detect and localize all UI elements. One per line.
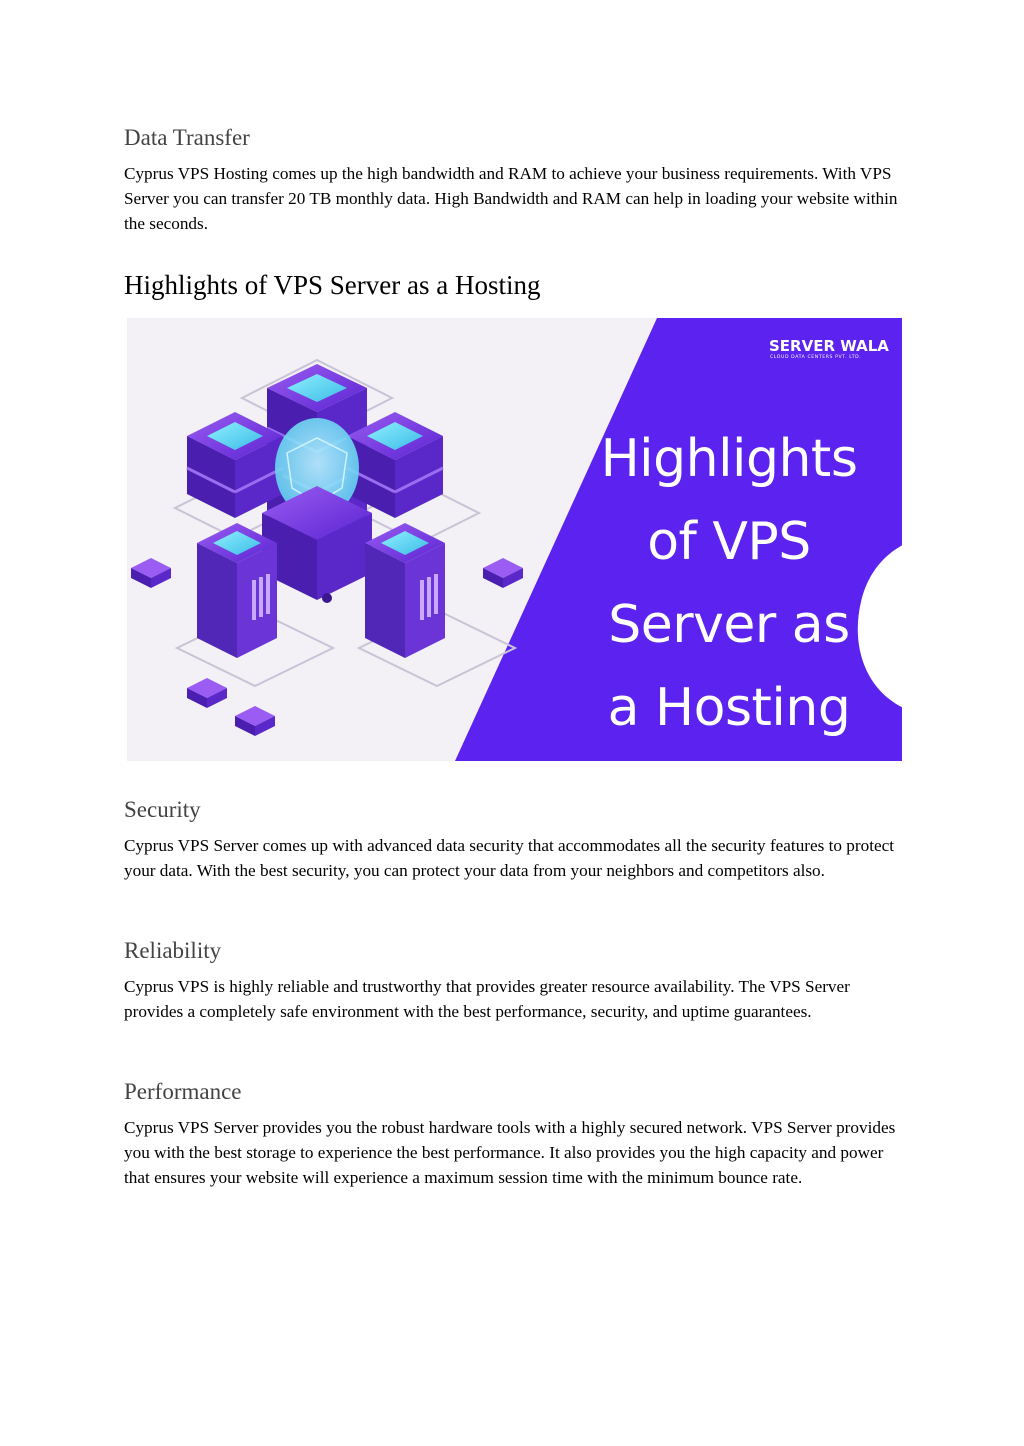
server-wala-logo <box>725 334 895 368</box>
data-transfer-heading: Data Transfer <box>124 125 250 150</box>
logo-tagline: CLOUD DATA CENTERS PVT. LTD. <box>770 355 862 360</box>
security-paragraph: Cyprus VPS Server comes up with advanced data security that accommodates all the security features to protect your data. With the best security, you can protect your data from your neighbors and competitors also. <box>124 836 895 881</box>
banner-title-line: a Hosting <box>607 678 851 738</box>
banner-title <box>564 418 894 750</box>
highlights-heading: Highlights of VPS Server as a Hosting <box>124 270 541 300</box>
logo-name: SERVER WALA <box>769 337 889 355</box>
reliability-heading: Reliability <box>124 938 222 963</box>
highlights-banner-image <box>127 318 902 761</box>
banner-title-line: Server as <box>608 595 850 655</box>
banner-title-line: of VPS <box>647 512 811 572</box>
data-transfer-paragraph: Cyprus VPS Hosting comes up the high bandwidth and RAM to achieve your business requirements. With VPS Server you can transfer 20 TB monthly data. High Bandwidth and RAM can help in loading your website within the seconds. <box>124 164 898 234</box>
reliability-paragraph: Cyprus VPS is highly reliable and trustworthy that provides greater resource availability. The VPS Server provides a completely safe environment with the best performance, security, and uptime guarantees. <box>124 977 850 1022</box>
performance-heading: Performance <box>124 1079 242 1104</box>
performance-paragraph: Cyprus VPS Server provides you the robust hardware tools with a highly secured network. VPS Server provides you with the best storage to experience the best performance. It also provides you the high capacity and power that ensures your website will experience a maximum session time with the minimum bounce rate. <box>124 1118 896 1188</box>
security-heading: Security <box>124 797 201 822</box>
banner-title-line: Highlights <box>600 429 858 489</box>
